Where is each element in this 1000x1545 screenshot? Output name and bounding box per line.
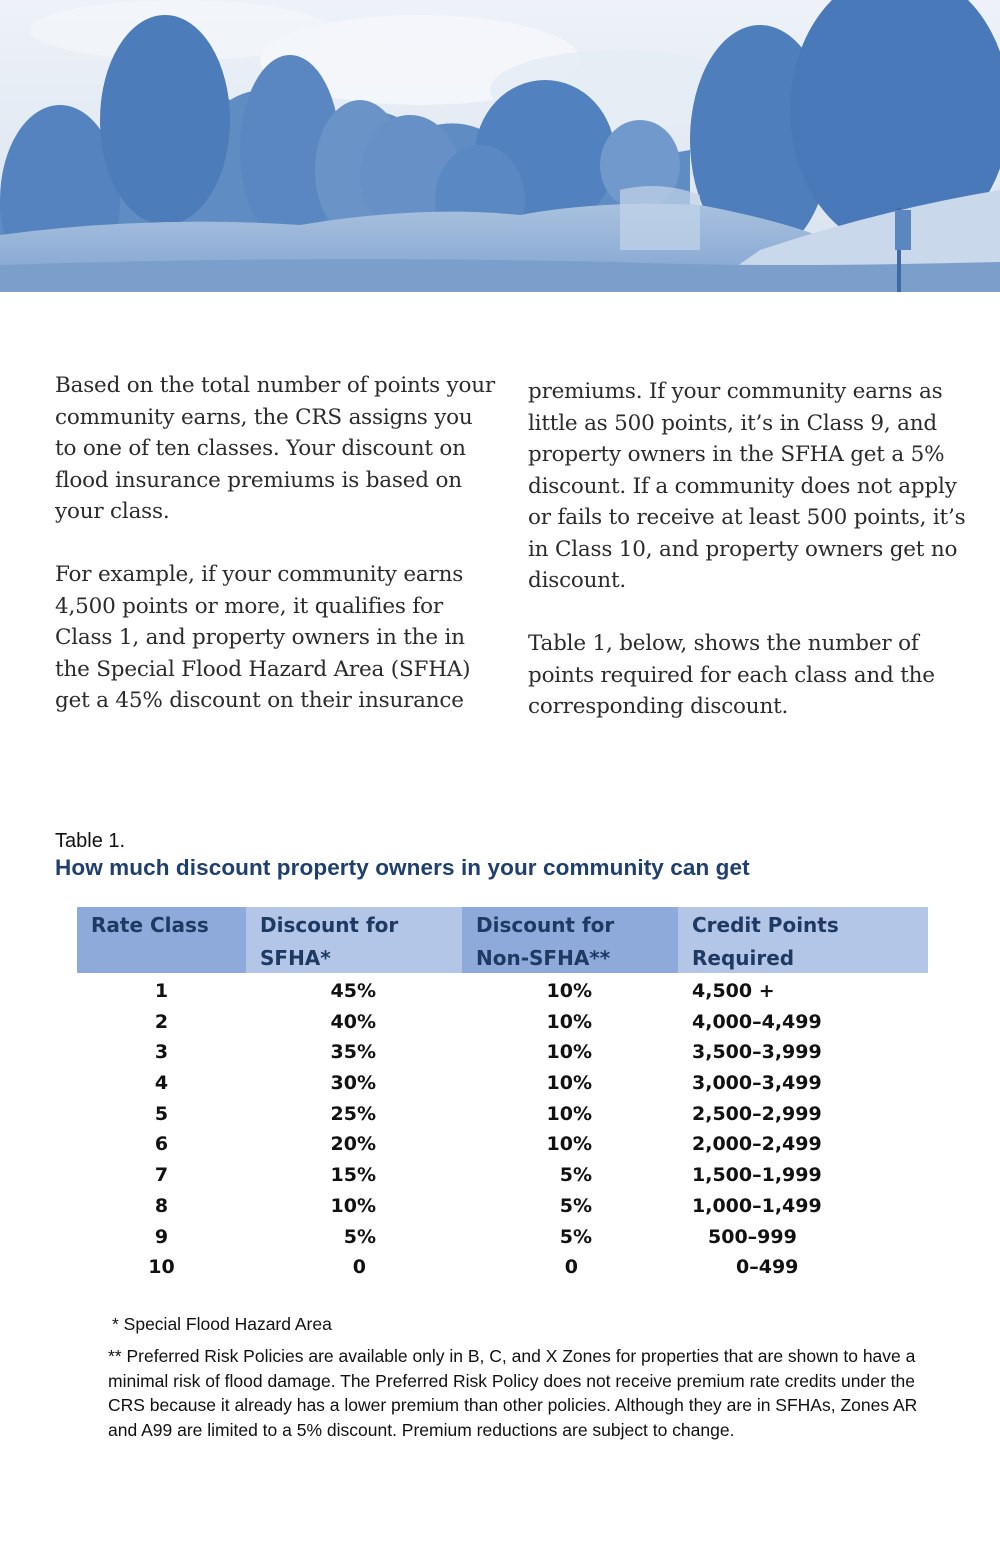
intro-paragraph: Based on the total number of points your community earns, the CRS assigns you to one of ten classes. Your discount on flood insurance premiums is based on your class. — [55, 373, 495, 524]
header-text: SFHA* — [260, 946, 331, 970]
table-label: Table 1. — [55, 830, 126, 852]
header-text: Credit Points — [692, 913, 839, 937]
intro-paragraph: premiums. If your community earns as little as 500 points, it’s in Class 9, and property owners in the SFHA get a 5% discount. If a community does not apply or fails to receive at least 500 points, it’s in Class 10, and property owners get no discount. — [528, 379, 966, 593]
table-row — [77, 1099, 928, 1130]
credit-points-cell: 1,000–1,499 — [692, 1194, 822, 1217]
credit-points-cell: 3,500–3,999 — [692, 1041, 822, 1064]
table-row — [77, 1037, 928, 1068]
non-sfha-discount-cell: 5% — [559, 1194, 592, 1217]
credit-points-cell: 0–499 — [736, 1256, 799, 1279]
sfha-discount-cell: 0 — [352, 1256, 366, 1279]
credit-points-cell: 500–999 — [708, 1225, 797, 1248]
intro-paragraph: For example, if your community earns 4,500 points or more, it qualifies for Class 1, and property owners in the in the Special Flood Hazard Area (SFHA) get a 45% discount on their insurance — [55, 562, 471, 713]
non-sfha-discount-cell: 10% — [546, 980, 592, 1002]
table-row — [77, 976, 928, 1007]
non-sfha-discount-cell: 10% — [546, 1010, 592, 1033]
non-sfha-discount-cell: 5% — [559, 1164, 592, 1187]
credit-points-cell: 4,500 + — [692, 980, 775, 1002]
table-title: How much discount property owners in your community can get — [55, 855, 750, 880]
hero-photo — [0, 0, 1000, 292]
sfha-discount-cell: 20% — [330, 1133, 376, 1156]
sfha-discount-cell: 25% — [330, 1102, 376, 1125]
column-header-non-sfha-discount — [462, 907, 678, 973]
column-header-rate-class — [77, 907, 246, 973]
header-text: Non-SFHA** — [476, 946, 611, 970]
non-sfha-discount-cell: 10% — [546, 1072, 592, 1095]
header-text: Required — [692, 946, 795, 970]
non-sfha-discount-cell: 10% — [546, 1041, 592, 1064]
intro-left-column — [55, 370, 500, 717]
sfha-discount-cell: 5% — [343, 1225, 376, 1248]
header-text: Rate Class — [91, 913, 209, 937]
credit-points-cell: 2,000–2,499 — [692, 1133, 822, 1156]
sfha-discount-cell: 15% — [330, 1164, 376, 1187]
footnote-preferred-risk: ** Preferred Risk Policies are available only in B, C, and X Zones for properties that are shown to have a minimal risk of flood damage. The Preferred Risk Policy does not receive premium rate credits under the CRS because it already has a lower premium than other policies. Although they are in SFHAs, Zones AR and A99 are limited to a 5% discount. Premium reductions are subject to change. — [108, 1346, 918, 1440]
table-body — [77, 976, 928, 1283]
rate-class-cell: 4 — [154, 1072, 169, 1095]
table-row — [77, 1068, 928, 1099]
credit-points-cell: 4,000–4,499 — [692, 1010, 822, 1033]
table-row — [77, 1007, 928, 1038]
rate-class-cell: 1 — [154, 980, 169, 1002]
non-sfha-discount-cell: 0 — [564, 1256, 578, 1279]
sfha-discount-cell: 30% — [330, 1072, 376, 1095]
column-header-credit-points — [678, 907, 928, 973]
rate-class-cell: 5 — [154, 1102, 169, 1125]
footnote-sfha: * Special Flood Hazard Area — [112, 1314, 332, 1334]
rate-class-cell: 10 — [148, 1256, 175, 1279]
rate-class-cell: 3 — [154, 1041, 169, 1064]
discount-table — [77, 907, 928, 1283]
rate-class-cell: 7 — [154, 1164, 169, 1187]
credit-points-cell: 2,500–2,999 — [692, 1102, 822, 1125]
sfha-discount-cell: 40% — [330, 1010, 376, 1033]
sfha-discount-cell: 10% — [330, 1194, 376, 1217]
credit-points-cell: 1,500–1,999 — [692, 1164, 822, 1187]
rate-class-cell: 6 — [154, 1133, 169, 1156]
sfha-discount-cell: 35% — [330, 1041, 376, 1064]
non-sfha-discount-cell: 5% — [559, 1225, 592, 1248]
sfha-discount-cell: 45% — [330, 980, 376, 1002]
rate-class-cell: 8 — [154, 1194, 169, 1217]
table-row — [77, 1222, 928, 1253]
table-row — [77, 1191, 928, 1222]
intro-paragraph: Table 1, below, shows the number of points required for each class and the corresponding discount. — [528, 631, 935, 719]
non-sfha-discount-cell: 10% — [546, 1102, 592, 1125]
table-row — [77, 1160, 928, 1191]
column-header-sfha-discount — [246, 907, 462, 973]
credit-points-cell: 3,000–3,499 — [692, 1072, 822, 1095]
flooded-park-illustration — [0, 0, 1000, 292]
table-header-row — [77, 907, 928, 973]
rate-class-cell: 2 — [154, 1010, 169, 1033]
header-text: Discount for — [476, 913, 615, 937]
rate-class-cell: 9 — [154, 1225, 169, 1248]
intro-right-column — [528, 376, 968, 723]
header-text: Discount for — [260, 913, 399, 937]
table-row — [77, 1252, 928, 1283]
non-sfha-discount-cell: 10% — [546, 1133, 592, 1156]
table-row — [77, 1129, 928, 1160]
